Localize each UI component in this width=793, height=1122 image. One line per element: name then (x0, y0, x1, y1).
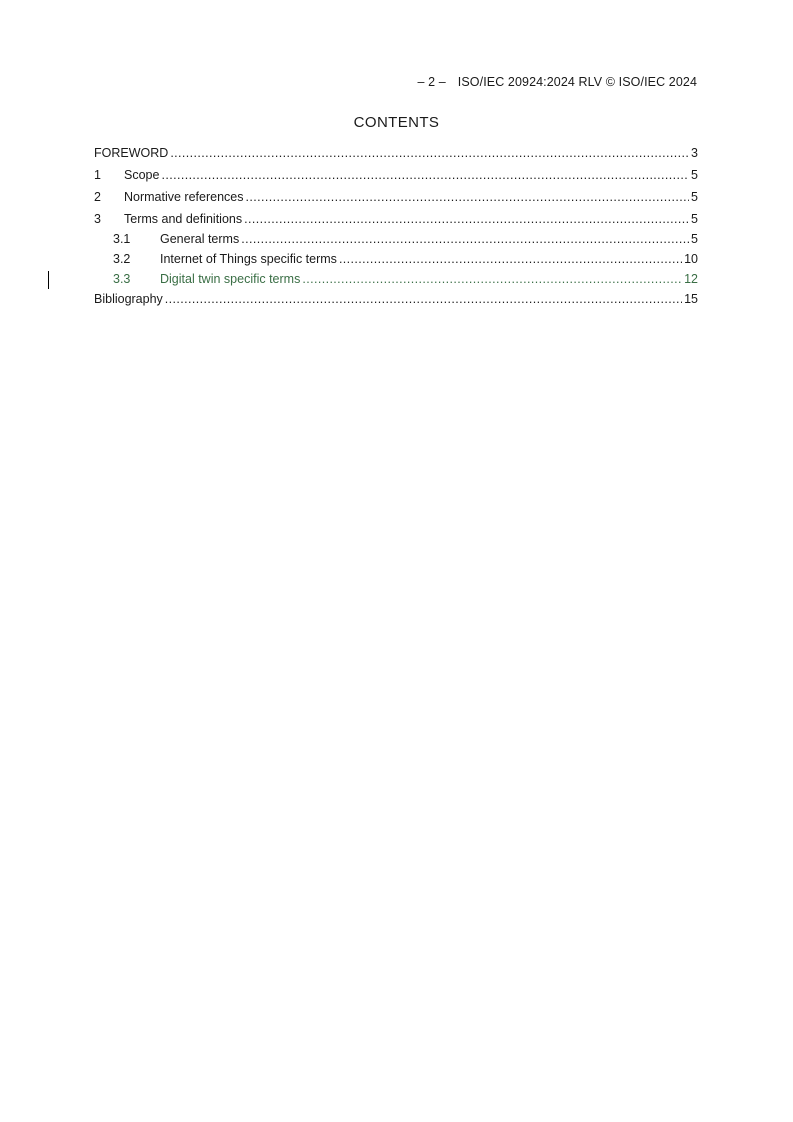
contents-heading: CONTENTS (353, 114, 440, 131)
toc-entry-title: FOREWORD (94, 146, 169, 160)
toc-page-number: 12 (684, 272, 698, 286)
toc-entry-title: Internet of Things specific terms (160, 252, 337, 266)
toc-dot-leader (246, 189, 690, 205)
toc-page-number: 5 (691, 190, 698, 204)
toc-dot-leader (165, 291, 682, 307)
table-of-contents (94, 145, 698, 307)
toc-clause-number: 3.3 (113, 272, 131, 286)
toc-entry-title: Digital twin specific terms (160, 272, 301, 286)
toc-dot-leader (244, 211, 689, 227)
toc-entry-title: Scope (124, 168, 160, 182)
toc-entry-title: Bibliography (94, 292, 163, 306)
document-identifier: ISO/IEC 20924:2024 RLV © ISO/IEC 2024 (457, 75, 697, 89)
toc-entry-title: Terms and definitions (124, 212, 243, 226)
toc-entry-scope[interactable] (94, 167, 698, 183)
toc-page-number: 5 (691, 212, 698, 226)
toc-entry-terms-and-definitions[interactable] (94, 211, 698, 227)
page-header (417, 75, 697, 89)
page-number: – 2 – (417, 75, 446, 89)
toc-clause-number: 2 (94, 190, 101, 204)
toc-entry-foreword[interactable] (94, 145, 698, 161)
toc-entry-normative-references[interactable] (94, 189, 698, 205)
toc-entry-iot-specific-terms[interactable] (94, 251, 698, 267)
toc-clause-number: 3 (94, 212, 101, 226)
toc-dot-leader (161, 167, 689, 183)
toc-dot-leader (339, 251, 682, 267)
toc-entry-title: General terms (160, 232, 240, 246)
toc-entry-bibliography[interactable] (94, 291, 698, 307)
toc-dot-leader (241, 231, 689, 247)
toc-entry-digital-twin-specific-terms[interactable] (94, 271, 698, 287)
toc-entry-general-terms[interactable] (94, 231, 698, 247)
toc-entry-title: Normative references (124, 190, 244, 204)
toc-page-number: 10 (684, 252, 698, 266)
toc-clause-number: 3.2 (113, 252, 131, 266)
toc-dot-leader (170, 145, 689, 161)
toc-clause-number: 1 (94, 168, 101, 182)
text-caret (48, 271, 49, 289)
toc-page-number: 5 (691, 232, 698, 246)
toc-page-number: 15 (684, 292, 698, 306)
toc-page-number: 5 (691, 168, 698, 182)
toc-dot-leader (302, 271, 682, 287)
toc-page-number: 3 (691, 146, 698, 160)
toc-clause-number: 3.1 (113, 232, 131, 246)
